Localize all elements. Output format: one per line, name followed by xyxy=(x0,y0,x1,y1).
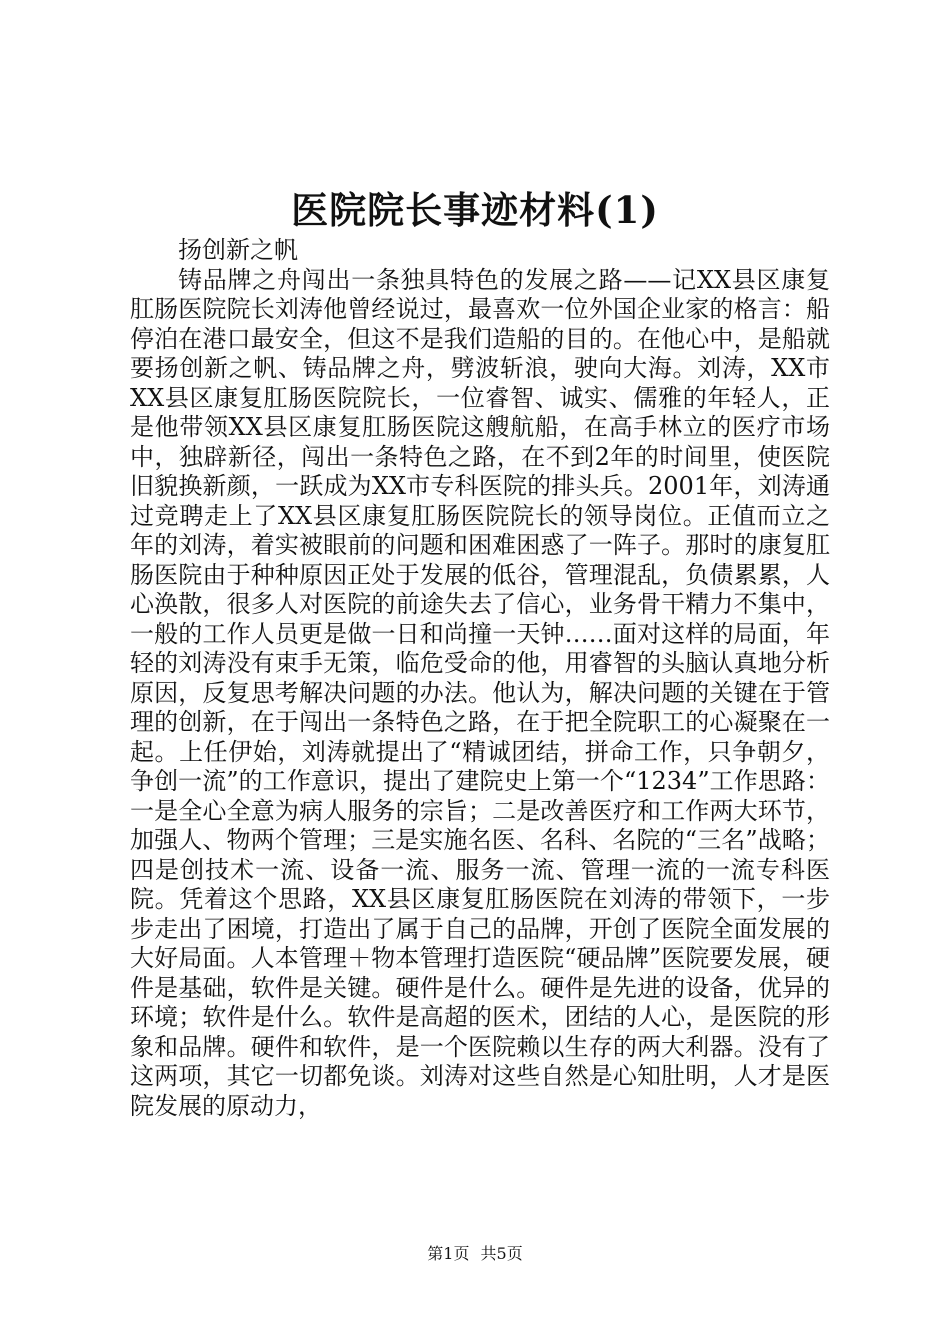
page-footer xyxy=(0,1244,950,1264)
page-total: 共5页 xyxy=(480,1244,523,1263)
page-number: 第1页 xyxy=(427,1244,470,1263)
paragraph-main: 铸品牌之舟闯出一条独具特色的发展之路——记XX县区康复肛肠医院院长刘涛他曾经说过，最喜欢一位外国企业家的格言：船停泊在港口最安全，但这不是我们造船的目的。在他心中，是船就要扬创新之帆、铸品牌之舟，劈波斩浪，驶向大海。刘涛，XX市XX县区康复肛肠医院院长，一位睿智、诚实、儒雅的年轻人，正是他带领XX县区康复肛肠医院这艘航船，在高手林立的医疗市场中，独辟新径，闯出一条特色之路，在不到2年的时间里，使医院旧貌换新颜，一跃成为XX市专科医院的排头兵。2001年，刘涛通过竞聘走上了XX县区康复肛肠医院院长的领导岗位。正值而立之年的刘涛，着实被眼前的问题和困难困惑了一阵子。那时的康复肛肠医院由于种种原因正处于发展的低谷，管理混乱，负债累累，人心涣散，很多人对医院的前途失去了信心，业务骨干精力不集中，一般的工作人员更是做一日和尚撞一天钟……面对这样的局面，年轻的刘涛没有束手无策，临危受命的他，用睿智的头脑认真地分析原因，反复思考解决问题的办法。他认为，解决问题的关键在于管理的创新，在于闯出一条特色之路，在于把全院职工的心凝聚在一起。上任伊始，刘涛就提出了“精诚团结，拼命工作，只争朝夕，争创一流”的工作意识，提出了建院史上第一个“1234”工作思路：一是全心全意为病人服务的宗旨；二是改善医疗和工作两大环节，加强人、物两个管理；三是实施名医、名科、名院的“三名”战略；四是创技术一流、设备一流、服务一流、管理一流的一流专科医院。凭着这个思路，XX县区康复肛肠医院在刘涛的带领下，一步步走出了困境，打造出了属于自己的品牌，开创了医院全面发展的大好局面。人本管理＋物本管理打造医院“硬品牌”医院要发展，硬件是基础，软件是关键。硬件是什么。硬件是先进的设备，优异的环境；软件是什么。软件是高超的医术，团结的人心，是医院的形象和品牌。硬件和软件，是一个医院赖以生存的两大利器。没有了这两项，其它一切都免谈。刘涛对这些自然是心知肚明，人才是医院发展的原动力， xyxy=(130,265,830,1120)
document-body xyxy=(130,236,830,1121)
document-title: 医院院长事迹材料(1) xyxy=(291,188,659,232)
paragraph-subtitle: 扬创新之帆 xyxy=(178,236,298,264)
